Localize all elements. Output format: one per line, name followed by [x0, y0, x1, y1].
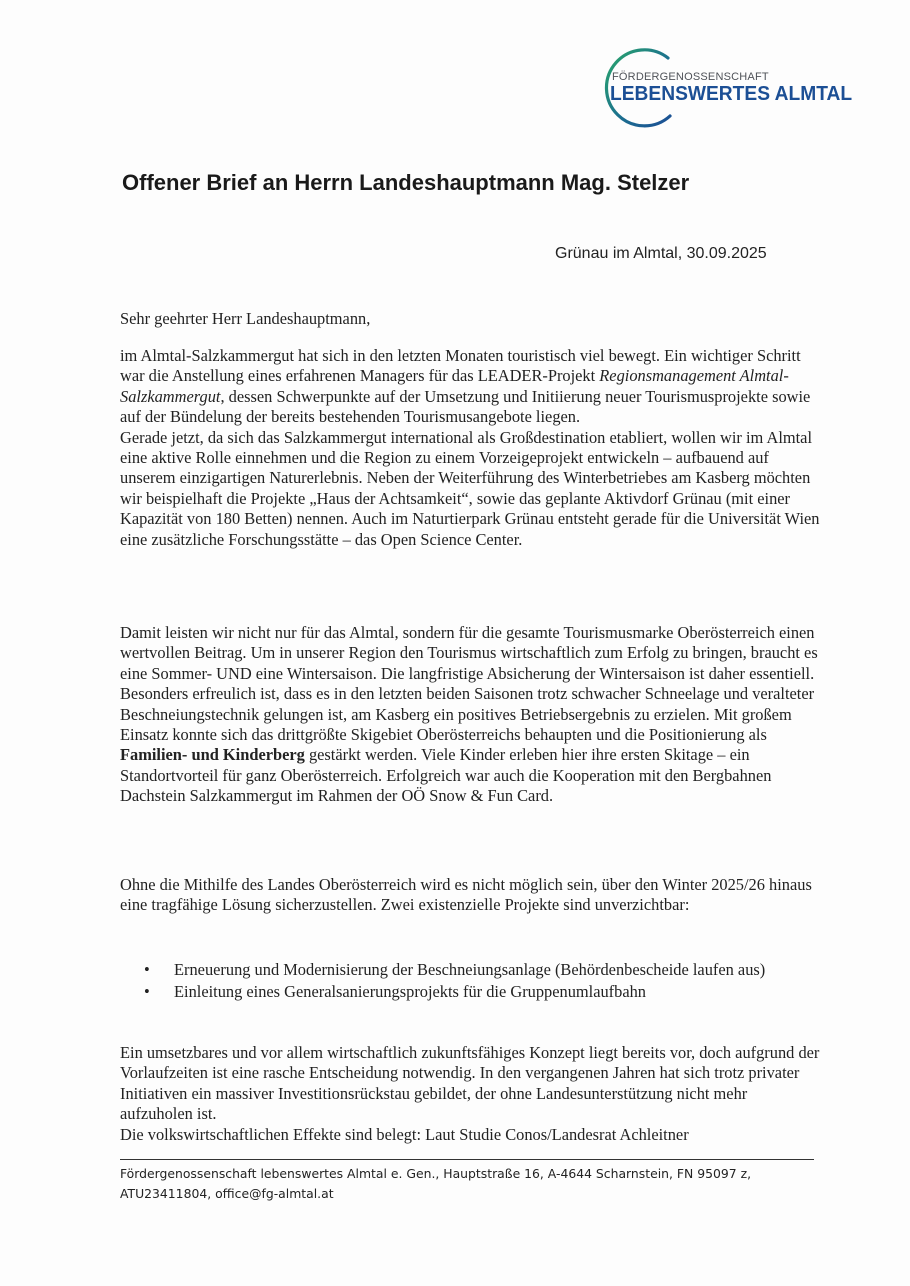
paragraph-4a: Ein umsetzbares und vor allem wirtschaftlich zukunftsfähiges Konzept liegt bereits vor, doch aufgrund der Vorlaufzeiten ist eine rasche Entscheidung notwendig. In den vergangenen Jahren hat sich trotz privater Initiativen ein massiver Investitionsrückstau gebildet, der ohne Landesunterstützung nicht mehr aufzuholen ist.: [120, 1043, 820, 1124]
paragraph-2a: Damit leisten wir nicht nur für das Almtal, sondern für die gesamte Tourismusmarke Oberösterreich einen wertvollen Beitrag. Um in unserer Region den Tourismus wirtschaftlich zum Erfolg zu bringen, braucht es eine Sommer- UND eine Wintersaison. Die langfristige Absicherung der Wintersaison ist daher essentiell.: [120, 623, 818, 683]
footer-divider: [120, 1159, 814, 1160]
letter-date: Grünau im Almtal, 30.09.2025: [555, 245, 767, 262]
list-item: [120, 960, 820, 980]
list-item-text: Erneuerung und Modernisierung der Beschneiungsanlage (Behördenbescheide laufen aus): [174, 960, 766, 979]
bullet-icon: •: [144, 960, 150, 979]
p1-project-name: Regionsmanagement Almtal-Salzkammergut: [120, 366, 789, 406]
logo-line-1: FÖRDERGENOSSENSCHAFT: [612, 71, 769, 83]
letter-title: Offener Brief an Herrn Landeshauptmann Mag. Stelzer: [122, 170, 690, 195]
paragraph-1: [120, 346, 820, 550]
paragraph-1c: Gerade jetzt, da sich das Salzkammergut international als Großdestination etabliert, wollen wir im Almtal eine aktive Rolle einnehmen und die Region zu einem Vorzeigeprojekt entwickeln – aufbauend auf unserem einzigartigen Naturerlebnis. Neben der Weiterführung des Winterbetriebes am Kasberg möchten wir beispielhaft die Projekte „Haus der Achtsamkeit“, sowie das geplante Aktivdorf Grünau (mit einer Kapazität von 180 Betten) nennen. Auch im Naturtierpark Grünau entsteht gerade für die Universität Wien eine zusätzliche Forschungsstätte – das Open Science Center.: [120, 427, 820, 549]
bullet-icon: •: [144, 982, 150, 1002]
project-list: [120, 960, 820, 1005]
list-item-text: Einleitung eines Generalsanierungsprojekts für die Gruppenumlaufbahn: [174, 982, 646, 1002]
footer-line-2: ATU23411804, office@fg-almtal.at: [120, 1186, 334, 1201]
p2-highlight: Familien- und Kinderberg: [120, 745, 305, 765]
paragraph-4b: Die volkswirtschaftlichen Effekte sind belegt: Laut Studie Conos/Landesrat Achleitner: [120, 1124, 689, 1144]
footer-line-1: Fördergenossenschaft lebenswertes Almtal e. Gen., Hauptstraße 16, A-4644 Scharnstein, FN 95097 z,: [120, 1166, 752, 1181]
p1-text-b: , dessen Schwerpunkte auf der Umsetzung und Initiierung neuer Tourismusprojekte sowie auf der Bündelung der bereits bestehenden Tourismusangebote liegen.: [120, 386, 811, 427]
paragraph-4: [120, 1043, 820, 1145]
paragraph-2b: [120, 684, 820, 806]
footer: [120, 1164, 820, 1204]
logo-line-2: LEBENSWERTES ALMTAL: [610, 83, 853, 105]
organization-logo: [590, 42, 853, 137]
p2-text-c: gestärkt werden. Viele Kinder erleben hier ihre ersten Skitage – ein Standortvorteil für ganz Oberösterreich. Erfolgreich war auch die Kooperation mit den Bergbahnen Dachstein Salzkammergut im Rahmen der OÖ Snow & Fun Card.: [120, 745, 772, 806]
paragraph-2: [120, 623, 820, 807]
list-item: [120, 982, 820, 1002]
p2-text-b: Besonders erfreulich ist, dass es in den letzten beiden Saisonen trotz schwacher Schneelage und veralteter Beschneiungstechnik gelungen ist, am Kasberg ein positives Betriebsergebnis zu erzielen. Mit großem Einsatz konnte sich das drittgrößte Skigebiet Oberösterreichs behaupten und die Positionierung als: [120, 684, 815, 745]
salutation: Sehr geehrter Herr Landeshauptmann,: [120, 309, 371, 328]
paragraph-3: Ohne die Mithilfe des Landes Oberösterreich wird es nicht möglich sein, über den Winter 2025/26 hinaus eine tragfähige Lösung sicherzustellen. Zwei existenzielle Projekte sind unverzichtbar:: [120, 875, 812, 915]
paragraph-1a: [120, 346, 820, 428]
p1-text-a: im Almtal-Salzkammergut hat sich in den letzten Monaten touristisch viel bewegt. Ein wichtiger Schritt war die Anstellung eines erfahrenen Managers für das LEADER-Projekt: [120, 346, 801, 386]
